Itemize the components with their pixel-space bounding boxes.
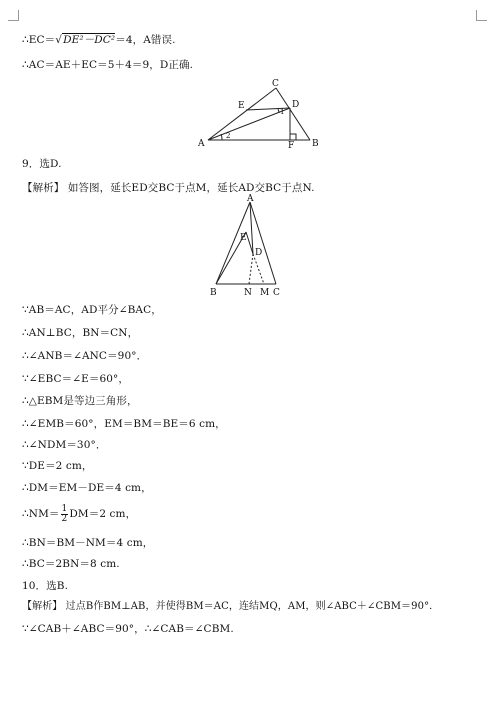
text-line-2: ∴AC＝AE＋EC＝5＋4＝9，D正确. <box>22 59 194 71</box>
fig2-line-DM <box>253 254 264 284</box>
fig2-label-N: N <box>244 288 252 298</box>
sqrt-sign: √ <box>55 34 63 46</box>
fig2-line-AB <box>216 202 250 284</box>
text-line-12: ∵DE＝2 cm， <box>22 460 93 472</box>
fig1-right-angle-F <box>290 134 296 140</box>
text-line-5: ∵AB＝AC，AD平分∠BAC， <box>22 304 162 316</box>
fig1-label-A: A <box>198 139 205 148</box>
fig2-line-DN <box>249 254 253 284</box>
text-line-1 <box>22 33 176 47</box>
text-line-16: ∴BC＝2BN＝8 cm. <box>22 558 120 570</box>
fig1-label-B: B <box>312 139 319 148</box>
fig1-label-D: D <box>292 100 300 110</box>
text-line-3: 9．选D. <box>22 158 62 170</box>
text-line-10: ∴∠EMB＝60°，EM＝BM＝BE＝6 cm， <box>22 418 226 430</box>
fraction-denominator: 2 <box>61 513 68 524</box>
text-line-19: ∵∠CAB＋∠ABC＝90°，∴∠CAB＝∠CBM. <box>22 623 234 635</box>
line14-prefix: ∴NM＝ <box>22 508 60 520</box>
fig2-label-M: M <box>260 288 270 298</box>
fig1-label-E: E <box>238 101 245 111</box>
line1-suffix: ＝4，A错误. <box>115 34 176 46</box>
fig1-line-AC <box>208 88 276 140</box>
fig2-line-AC <box>250 202 276 284</box>
text-line-13: ∴DM＝EM－DE＝4 cm， <box>22 482 152 494</box>
figure-isosceles-triangle <box>206 194 290 300</box>
fig1-label-angle-1: 1 <box>280 108 285 116</box>
figure-right-triangle <box>196 76 326 148</box>
text-line-6: ∴AN⊥BC，BN＝CN， <box>22 327 139 339</box>
fig2-label-C: C <box>273 288 280 298</box>
fig1-line-AD <box>208 108 290 140</box>
fig1-label-C: C <box>272 79 279 89</box>
text-line-8: ∵∠EBC＝∠E＝60°， <box>22 373 129 385</box>
fraction-numerator: 1 <box>61 503 68 514</box>
corner-mark-top-right <box>476 10 487 21</box>
fig2-label-A: A <box>247 194 254 204</box>
text-line-15: ∴BN＝BM－NM＝4 cm， <box>22 537 154 549</box>
fig1-label-angle-2: 2 <box>226 132 231 140</box>
corner-mark-top-left <box>8 10 19 21</box>
sqrt-radicand: DE²－DC² <box>63 34 116 46</box>
text-line-7: ∴∠ANB＝∠ANC＝90°． <box>22 350 148 362</box>
text-line-11: ∴∠NDM＝30°． <box>22 439 107 451</box>
line1-prefix: ∴EC＝ <box>22 34 56 46</box>
text-line-9: ∴△EBM是等边三角形， <box>22 395 138 407</box>
line14-suffix: DM＝2 cm， <box>69 508 137 520</box>
fig2-label-B: B <box>210 288 217 298</box>
fig1-label-F: F <box>288 141 295 148</box>
fig2-label-D: D <box>255 248 263 258</box>
text-line-17: 10．选B. <box>22 580 69 592</box>
fraction-one-half <box>61 505 69 524</box>
text-line-14 <box>22 502 136 526</box>
fig2-label-E: E <box>240 233 247 243</box>
text-line-18: 【解析】 过点B作BM⊥AB，并使得BM＝AC，连结MQ，AM，则∠ABC＋∠CBM＝90°． <box>22 601 440 612</box>
text-line-4: 【解析】 如答图，延长ED交BC于点M，延长AD交BC于点N. <box>22 182 315 194</box>
